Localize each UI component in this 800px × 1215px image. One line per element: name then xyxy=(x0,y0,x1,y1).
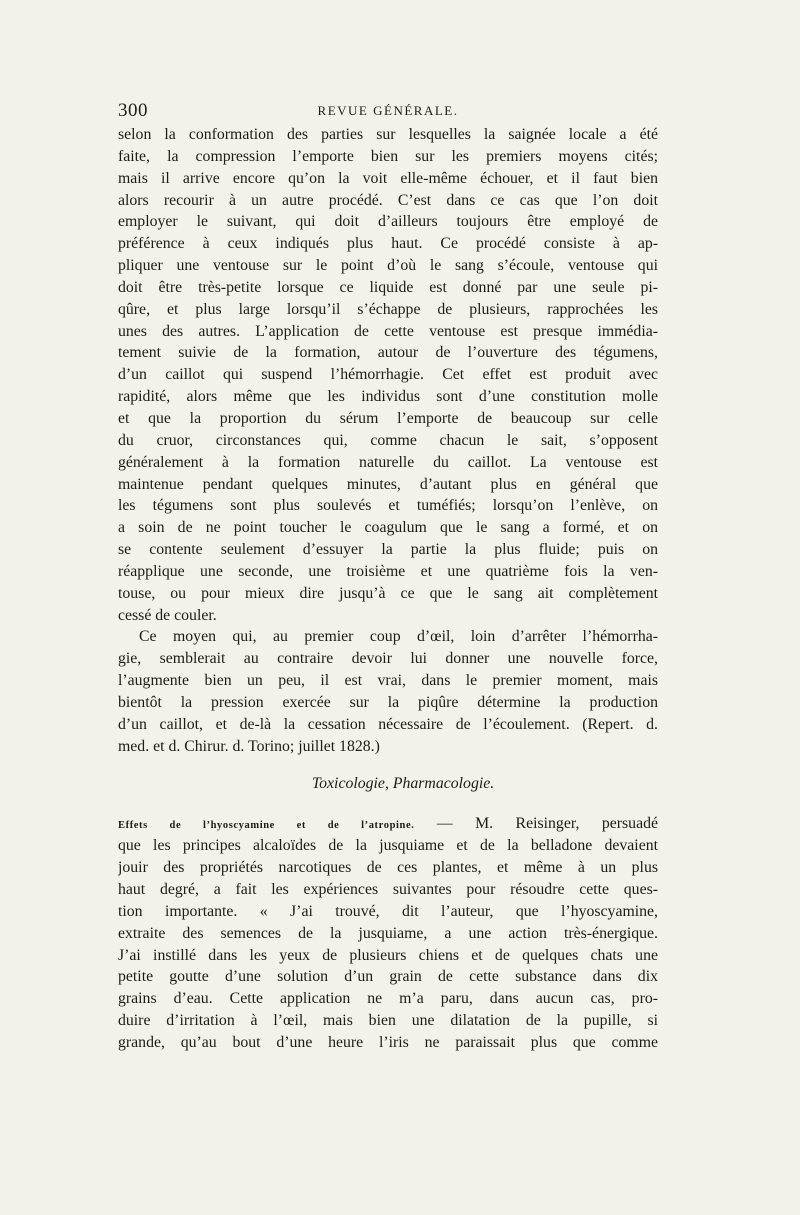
text-line: Ce moyen qui, au premier coup d’œil, loin d’arrêter l’hémorrha- xyxy=(139,628,658,646)
text-line: généralement à la formation naturelle du caillot. La ventouse est xyxy=(118,453,658,471)
text-line: selon la conformation des parties sur lesquelles la saignée locale a été xyxy=(118,126,658,143)
article-body xyxy=(118,813,658,1053)
text-line: qûre, et plus large lorsqu’il s’échappe de plusieurs, rapprochées les xyxy=(118,300,658,318)
text-line: se contente seulement d’essuyer la partie la plus fluide; puis on xyxy=(118,541,658,559)
text-line: du cruor, circonstances qui, comme chacun le sait, s’opposent xyxy=(118,431,658,449)
text-line: duire d’irritation à l’œil, mais bien une dilatation de la pupille, si xyxy=(118,1012,658,1030)
text-line: grains d’eau. Cette application ne m’a paru, dans aucun cas, pro- xyxy=(118,990,658,1008)
text-line: grande, qu’au bout d’une heure l’iris ne paraissait plus que comme xyxy=(118,1033,658,1051)
text-line: maintenue pendant quelques minutes, d’autant plus en général que xyxy=(118,475,658,493)
text-line: employer le suivant, qui doit d’ailleurs toujours être employé de xyxy=(118,213,658,231)
article-title: Effets de l’hyoscyamine et de l’atropine. xyxy=(118,820,415,832)
text-line: l’augmente bien un peu, il est vrai, dans le premier moment, mais xyxy=(118,672,658,690)
text-line: gie, semblerait au contraire devoir lui donner une nouvelle force, xyxy=(118,650,658,668)
section-heading: Toxicologie, Pharmacologie. xyxy=(311,775,495,793)
text-line: faite, la compression l’emporte bien sur les premiers moyens cités; xyxy=(118,147,658,165)
running-header xyxy=(118,100,658,122)
text-line: extraite des semences de la jusquiame, a une action très-énergique. xyxy=(118,924,658,942)
text-line: réapplique une seconde, une troisième et une quatrième fois la ven- xyxy=(118,562,658,580)
running-title: REVUE GÉNÉRALE. xyxy=(317,103,459,118)
text-line: pliquer une ventouse sur le point d’où le sang s’écoule, ventouse qui xyxy=(118,257,658,275)
text-line: haut degré, a fait les expériences suivantes pour résoudre cette ques- xyxy=(118,881,658,898)
paragraph-second xyxy=(118,626,658,757)
text-line: alors recourir à un autre procédé. C’est dans ce cas que l’on doit xyxy=(118,191,658,209)
text-line: med. et d. Chirur. d. Torino; juillet 1828.) xyxy=(118,737,380,755)
text-line: d’un caillot qui suspend l’hémorrhagie. Cet effet est produit avec xyxy=(118,366,658,384)
page-number: 300 xyxy=(118,100,148,121)
text-line: tion importante. « J’ai trouvé, dit l’auteur, que l’hyoscyamine, xyxy=(118,902,658,920)
text-line: unes des autres. L’application de cette ventouse est presque immédia- xyxy=(118,322,658,340)
text-line: rapidité, alors même que les individus sont d’une constitution molle xyxy=(118,388,658,406)
text-line: jouir des propriétés narcotiques de ces plantes, et même à un plus xyxy=(118,859,658,877)
spacer xyxy=(118,757,658,771)
text-line: touse, ou pour mieux dire jusqu’à ce que le sang ait complètement xyxy=(118,584,658,602)
book-page xyxy=(118,100,658,1054)
article-first-line xyxy=(118,813,658,835)
text-line: les tégumens sont plus soulevés et tuméfiés; lorsqu’on l’enlève, on xyxy=(118,497,658,515)
article-first-line-text: — M. Reisinger, persuadé xyxy=(436,815,658,833)
text-line: cessé de couler. xyxy=(118,606,217,624)
spacer xyxy=(118,797,658,813)
text-line: d’un caillot, et de-là la cessation nécessaire de l’écoulement. (Repert. d. xyxy=(118,715,658,733)
paragraph-continued xyxy=(118,124,658,626)
text-line: préférence à ceux indiqués plus haut. Ce procédé consiste à ap- xyxy=(118,235,658,253)
text-line: petite goutte d’une solution d’un grain de cette substance dans dix xyxy=(118,968,658,986)
text-line: mais il arrive encore qu’on la voit elle-même échouer, et il faut bien xyxy=(118,169,658,187)
text-line: a soin de ne point toucher le coagulum que le sang a formé, et on xyxy=(118,519,658,537)
text-line: tement suivie de la formation, autour de l’ouverture des tégumens, xyxy=(118,344,658,362)
text-line: doit être très-petite lorsque ce liquide est donné par une seule pi- xyxy=(118,278,658,296)
text-line: bientôt la pression exercée sur la piqûre détermine la production xyxy=(118,693,658,711)
text-line: et que la proportion du sérum l’emporte de beaucoup sur celle xyxy=(118,409,658,427)
text-line: J’ai instillé dans les yeux de plusieurs chiens et de quelques chats une xyxy=(118,946,658,964)
text-line: que les principes alcaloïdes de la jusquiame et de la belladone devaient xyxy=(118,837,658,855)
